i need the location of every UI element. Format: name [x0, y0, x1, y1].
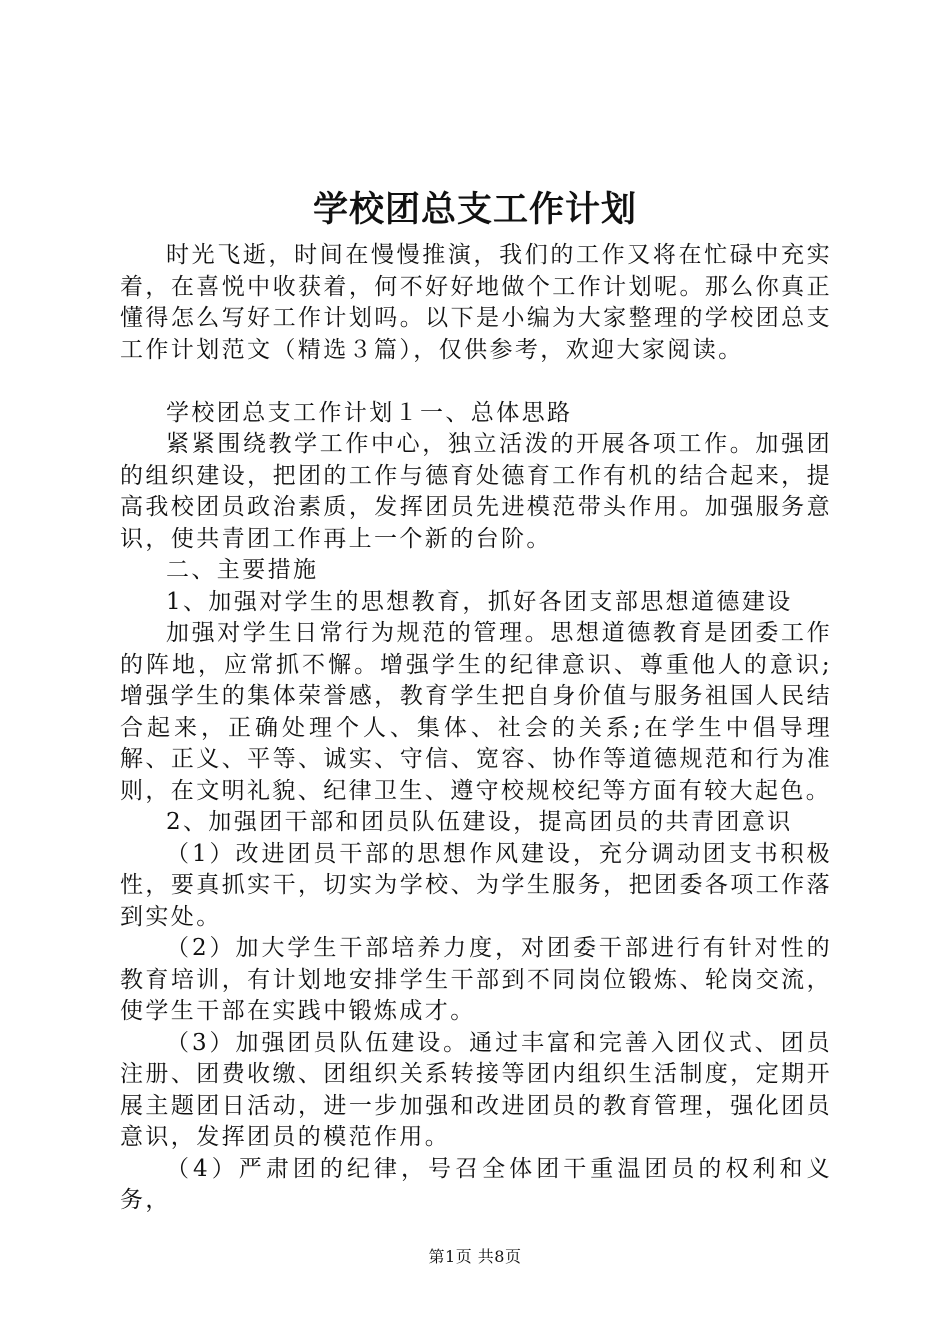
paragraph-spacer: [120, 366, 832, 398]
intro-paragraph: 时光飞逝，时间在慢慢推演，我们的工作又将在忙碌中充实着，在喜悦中收获着，何不好好地做个工作计划呢。那么你真正懂得怎么写好工作计划吗。以下是小编为大家整理的学校团总支工作计划范文（精选３篇），仅供参考，欢迎大家阅读。: [120, 242, 832, 363]
section-heading: 学校团总支工作计划１一、总体思路: [166, 399, 573, 426]
document-title: 学校团总支工作计划: [312, 189, 637, 230]
body-paragraph: 加强对学生日常行为规范的管理。思想道德教育是团委工作的阵地，应常抓不懈。增强学生的纪律意识、尊重他人的意识;增强学生的集体荣誉感，教育学生把自身价值与服务祖国人民结合起来，正确处理个人、集体、社会的关系;在学生中倡导理解、正义、平等、诚实、守信、宽容、协作等道德规范和行为准则，在文明礼貌、纪律卫生、遵守校规校纪等方面有较大起色。: [120, 620, 832, 804]
page-footer: 第1页 共8页: [428, 1247, 522, 1266]
body-paragraph: 紧紧围绕教学工作中心，独立活泼的开展各项工作。加强团的组织建设，把团的工作与德育处德育工作有机的结合起来，提高我校团员政治素质，发挥团员先进模范带头作用。加强服务意识，使共青团工作再上一个新的台阶。: [120, 431, 832, 552]
body-paragraph: （1）改进团员干部的思想作风建设，充分调动团支书积极性，要真抓实干，切实为学校、为学生服务，把团委各项工作落到实处。: [120, 840, 832, 930]
subsection-heading: 2、加强团干部和团员队伍建设，提高团员的共青团意识: [166, 809, 793, 835]
subsection-heading: 1、加强对学生的思想教育，抓好各团支部思想道德建设: [166, 588, 793, 615]
body-paragraph: （3）加强团员队伍建设。通过丰富和完善入团仪式、团员注册、团费收缴、团组织关系转接等团内组织生活制度，定期开展主题团日活动，进一步加强和改进团员的教育管理，强化团员意识，发挥团员的模范作用。: [120, 1029, 832, 1150]
document-body: [120, 240, 832, 1217]
body-paragraph: （4）严肃团的纪律，号召全体团干重温团员的权利和义务，: [120, 1155, 832, 1213]
section-heading: 二、主要措施: [166, 557, 319, 583]
body-paragraph: （2）加大学生干部培养力度，对团委干部进行有针对性的教育培训，有计划地安排学生干部到不同岗位锻炼、轮岗交流，使学生干部在实践中锻炼成才。: [120, 935, 832, 1024]
